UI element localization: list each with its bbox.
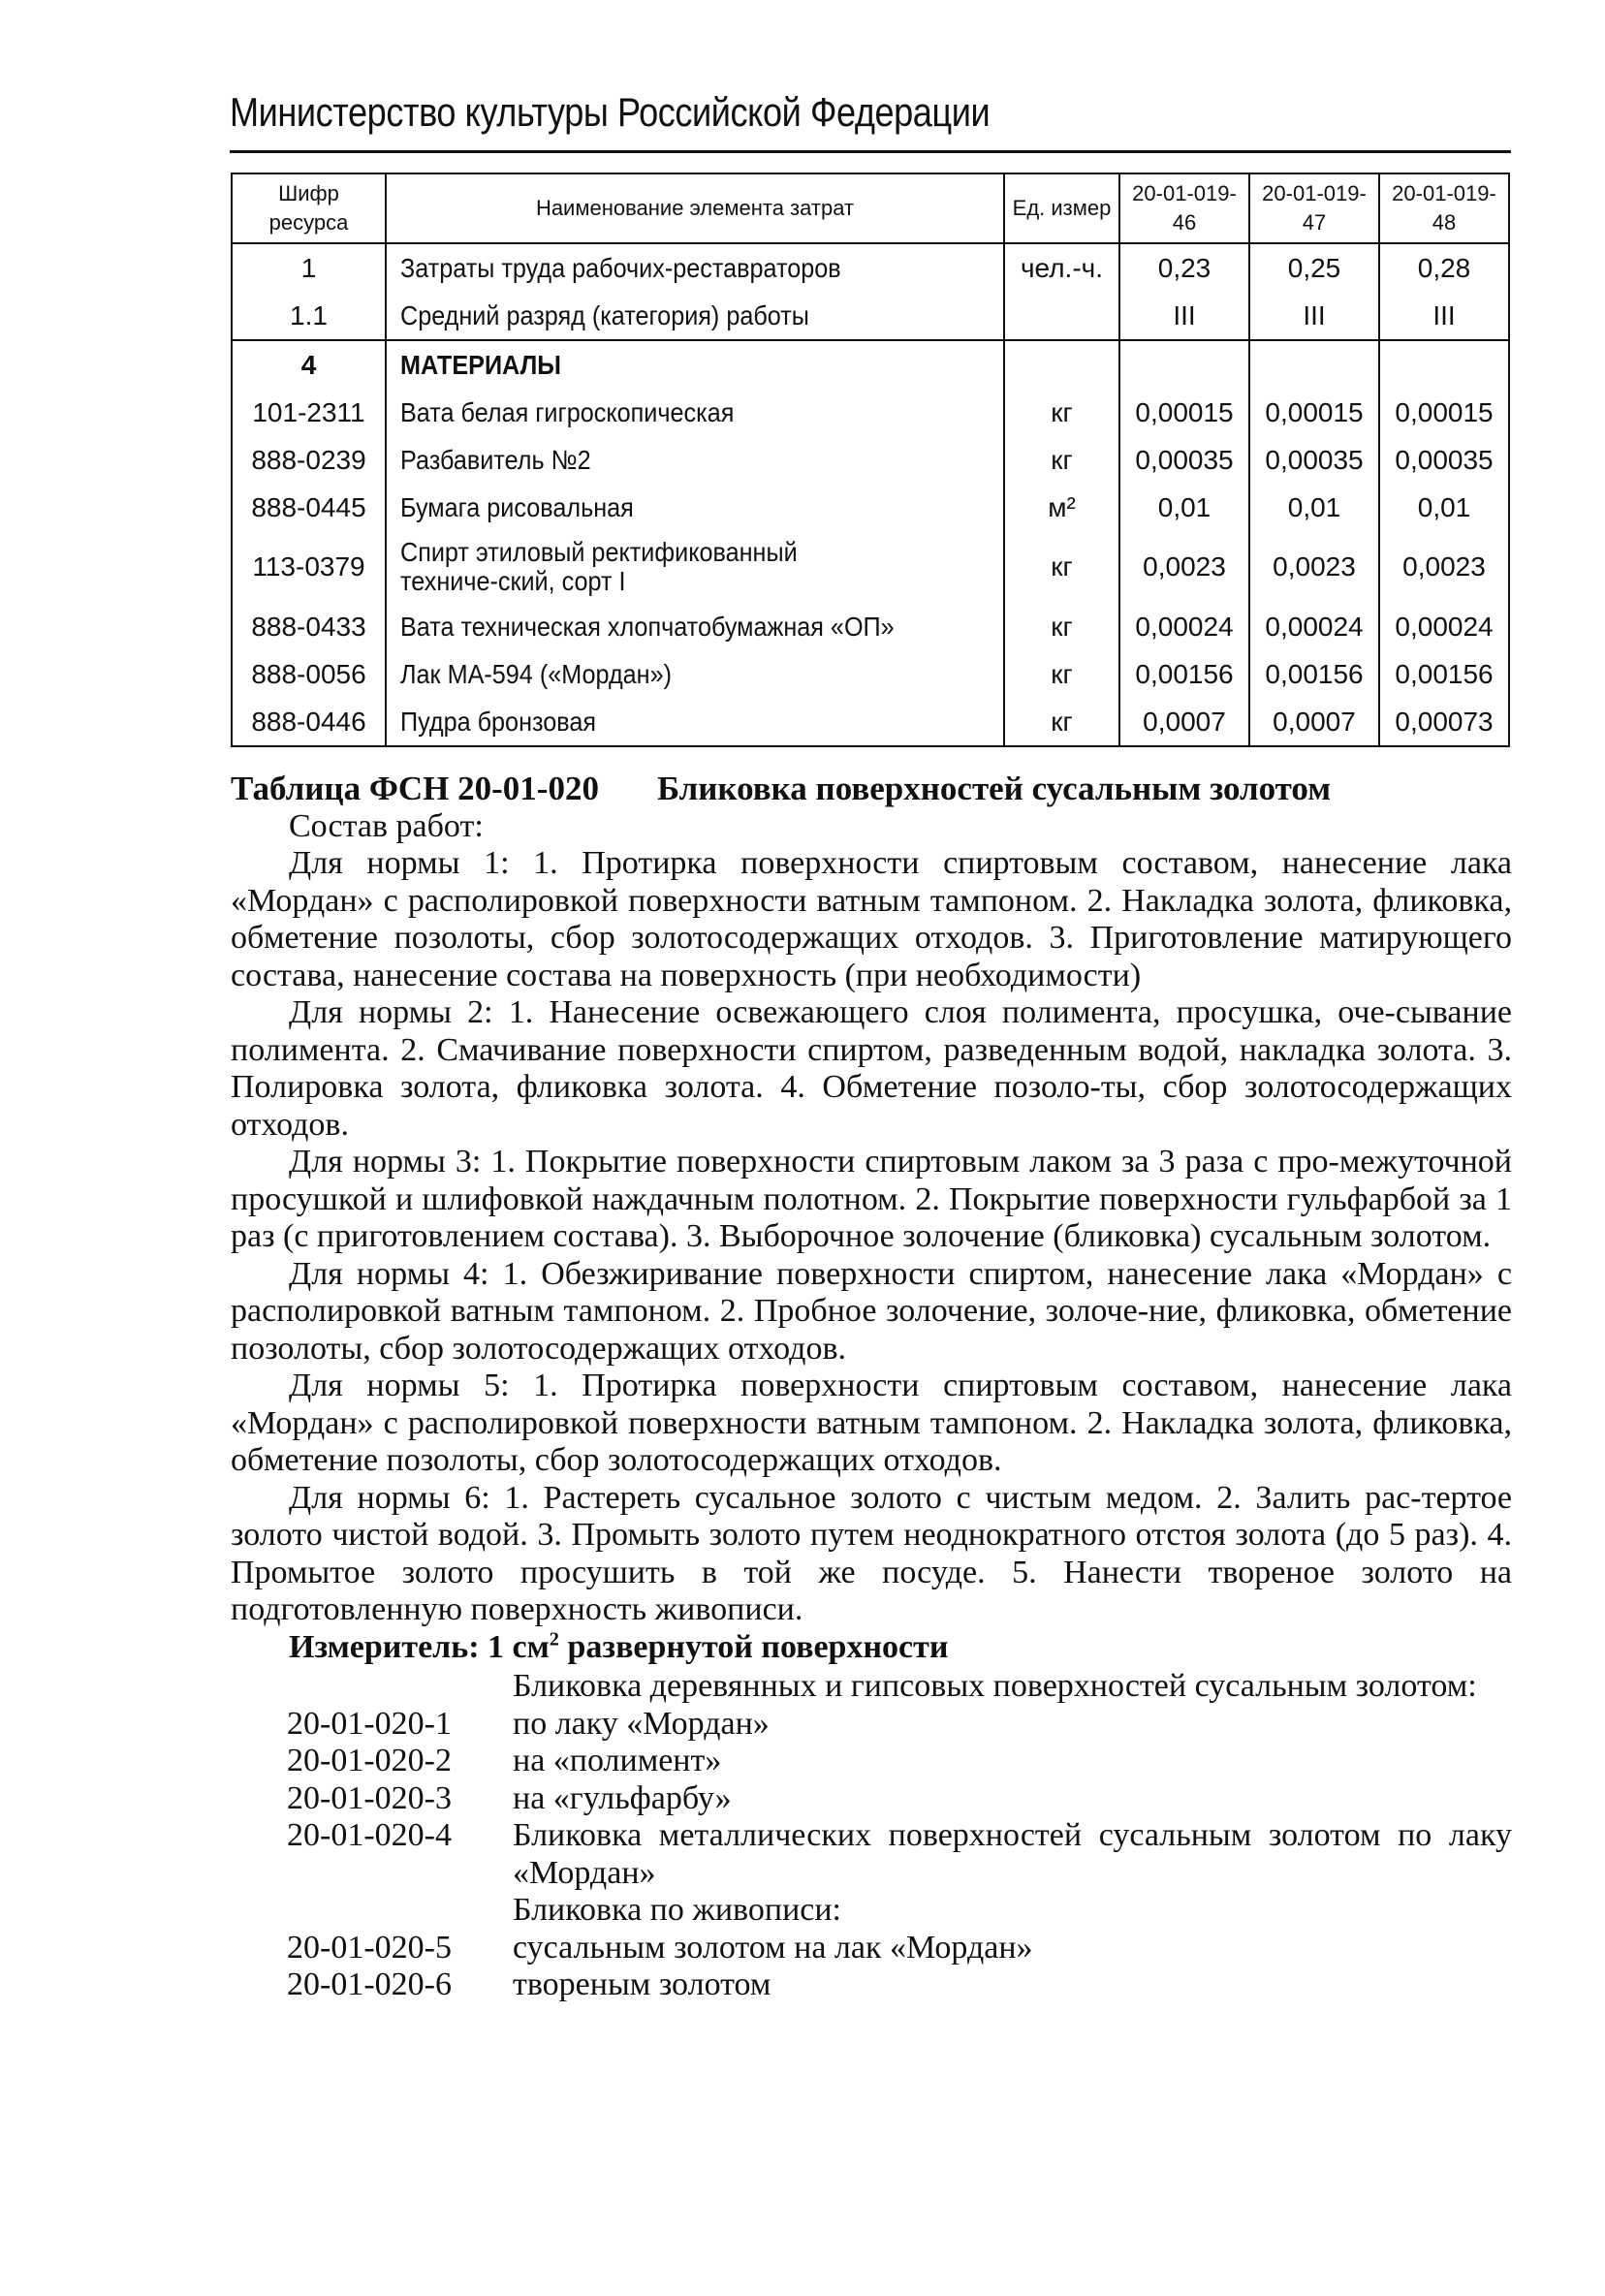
cell-value: 0,00156: [1379, 650, 1509, 698]
table-title: Бликовка поверхностей сусальным золотом: [656, 770, 1332, 807]
table-header-row: [232, 173, 1509, 243]
norm-text: Бликовка металлических поверхностей сусальным золотом по лаку «Мордан»: [513, 1817, 1512, 1891]
cell-name: Средний разряд (категория) работы: [386, 292, 1004, 340]
cell-value: 0,0023: [1379, 531, 1509, 603]
norm-list: [231, 1668, 1512, 2004]
cell-value: [1249, 340, 1379, 389]
cell-value: 0,00015: [1379, 389, 1509, 436]
measure-unit: Измеритель: 1 $см^2$ развернутой поверхности: [289, 1628, 949, 1665]
norm-code: [231, 1892, 513, 1930]
norm-paragraph-3: Для нормы 3: 1. Покрытие поверхности спиртовым лаком за 3 раза с про-межуточной просушкой и шлифовкой наждачным полотном. 2. Покрытие поверхности гульфарбой за 1 раз (с приготовлением состава). 3. Выборочное золочение (бликовка) сусальным золотом.: [231, 1144, 1512, 1254]
table-row: [232, 340, 1509, 389]
cell-value: 0,0007: [1249, 698, 1379, 746]
cell-unit: кг: [1004, 603, 1119, 650]
cell-name: Вата техническая хлопчатобумажная «ОП»: [386, 603, 1004, 650]
list-item: [231, 1668, 1512, 1706]
cell-value: 0,01: [1379, 484, 1509, 531]
cell-code: 4: [232, 340, 386, 389]
list-item: [231, 1706, 1512, 1744]
section-title: [231, 771, 1512, 808]
cell-code: 1: [232, 243, 386, 292]
cell-value: 0,0023: [1249, 531, 1379, 603]
cell-unit: кг: [1004, 531, 1119, 603]
col-header-code: Шифр ресурса: [232, 173, 386, 243]
cell-value: 0,0007: [1119, 698, 1249, 746]
cell-code: 101-2311: [232, 389, 386, 436]
table-label: Таблица ФСН 20-01-020: [231, 770, 599, 807]
cell-value: 0,0023: [1119, 531, 1249, 603]
cell-unit: [1004, 292, 1119, 340]
cell-code: 1.1: [232, 292, 386, 340]
norm-code: 20-01-020-3: [287, 1779, 452, 1816]
norm-paragraph-1: Для нормы 1: 1. Протирка поверхности спиртовым составом, нанесение лака «Мордан» с располировкой поверхности ватным тампоном. 2. Накладка золота, фликовка, обметение позолоты, сбор золотосодержащих отходов. 3. Приготовление матирующего состава, нанесение состава на поверхность (при необходимости): [231, 845, 1512, 993]
resource-table: [231, 173, 1510, 747]
cell-value: 0,01: [1249, 484, 1379, 531]
cell-unit: кг: [1004, 698, 1119, 746]
col-header-name: Наименование элемента затрат: [386, 173, 1004, 243]
cell-unit: чел.-ч.: [1004, 243, 1119, 292]
cell-value: 0,00024: [1249, 603, 1379, 650]
cell-code: 888-0239: [232, 436, 386, 484]
norm-code: 20-01-020-2: [287, 1743, 452, 1778]
table-row: [232, 243, 1509, 292]
cell-value: 0,00156: [1249, 650, 1379, 698]
cell-unit: [1004, 340, 1119, 389]
table-row: [232, 698, 1509, 746]
cell-value: 0,23: [1119, 243, 1249, 292]
cell-value: 0,00024: [1119, 603, 1249, 650]
norm-text: по лаку «Мордан»: [513, 1705, 770, 1742]
col-header-norm-46: 20-01-019-46: [1119, 173, 1249, 243]
norm-paragraph-5: Для нормы 5: 1. Протирка поверхности спиртовым составом, нанесение лака «Мордан» с располировкой поверхности ватным тампоном. 2. Накладка золота, фликовка, обметение позолоты, сбор золотосодержащих отходов.: [231, 1368, 1512, 1478]
cell-unit: кг: [1004, 436, 1119, 484]
cell-name: Лак МА-594 («Мордан»): [386, 650, 1004, 698]
cell-value: 0,00073: [1379, 698, 1509, 746]
list-item: [231, 1966, 1512, 2004]
cell-name: Разбавитель №2: [386, 436, 1004, 484]
cell-value: 0,00035: [1379, 436, 1509, 484]
cell-value: 0,00024: [1379, 603, 1509, 650]
header-divider: [230, 150, 1511, 153]
cell-value: 0,00015: [1249, 389, 1379, 436]
cell-value: 0,00015: [1119, 389, 1249, 436]
cell-value: III: [1379, 292, 1509, 340]
table-row: [232, 650, 1509, 698]
cell-value: III: [1249, 292, 1379, 340]
cell-value: 0,28: [1379, 243, 1509, 292]
cell-code: 888-0445: [232, 484, 386, 531]
cell-unit: м²: [1004, 484, 1119, 531]
norm-paragraph-6: Для нормы 6: 1. Растереть сусальное золото с чистым медом. 2. Залить рас-тертое золото чистой водой. 3. Промыть золото путем неоднократного отстоя золота (до 5 раз). 4. Промытое золото просушить в той же посуде. 5. Нанести твореное золото на подготовленную поверхность живописи.: [231, 1479, 1512, 1627]
table-row: [232, 292, 1509, 340]
norm-code: 20-01-020-6: [287, 1966, 452, 2002]
norm-text: Бликовка деревянных и гипсовых поверхностей сусальным золотом:: [513, 1668, 1477, 1704]
cell-name: Вата белая гигроскопическая: [386, 389, 1004, 436]
table-row: [232, 436, 1509, 484]
norm-text: на «полимент»: [513, 1743, 722, 1778]
cell-name: Пудра бронзовая: [386, 698, 1004, 746]
cell-code: 113-0379: [232, 531, 386, 603]
cell-value: III: [1119, 292, 1249, 340]
col-header-norm-48: 20-01-019-48: [1379, 173, 1509, 243]
norm-paragraph-2: Для нормы 2: 1. Нанесение освежающего слоя полимента, просушка, оче-сывание полимента. 2. Смачивание поверхности спиртом, разведенным водой, накладка золота. 3. Полировка золота, фликовка золота. 4. Обметение позоло-ты, сбор золотосодержащих отходов.: [231, 994, 1512, 1143]
cell-value: [1119, 340, 1249, 389]
norm-text: сусальным золотом на лак «Мордан»: [513, 1929, 1033, 1966]
cell-code: 888-0446: [232, 698, 386, 746]
cell-name: Спирт этиловый ректификованный техниче-ский, сорт I: [386, 531, 1004, 603]
cell-value: 0,00035: [1249, 436, 1379, 484]
list-item: [231, 1743, 1512, 1780]
cell-value: 0,01: [1119, 484, 1249, 531]
table-row: [232, 389, 1509, 436]
composition-label: Состав работ:: [289, 807, 484, 844]
cell-value: 0,00156: [1119, 650, 1249, 698]
col-header-unit: Ед. измер: [1004, 173, 1119, 243]
col-header-norm-47: 20-01-019-47: [1249, 173, 1379, 243]
norm-text: Бликовка по живописи:: [513, 1892, 842, 1928]
cell-name: Бумага рисовальная: [386, 484, 1004, 531]
cell-code: 888-0433: [232, 603, 386, 650]
table-row: [232, 531, 1509, 603]
cell-unit: кг: [1004, 389, 1119, 436]
norm-paragraph-4: Для нормы 4: 1. Обезжиривание поверхности спиртом, нанесение лака «Мордан» с располировкой ватным тампоном. 2. Пробное золочение, золоче-ние, фликовка, обметение позолоты, сбор золотосодержащих отходов.: [231, 1255, 1512, 1367]
cell-name: МАТЕРИАЛЫ: [386, 340, 1004, 389]
norm-text: на «гульфарбу»: [513, 1779, 732, 1816]
norm-text: твореным золотом: [513, 1966, 771, 2002]
norm-code: 20-01-020-1: [287, 1705, 452, 1742]
page-header: Министерство культуры Российской Федерации: [230, 89, 991, 135]
list-item: [231, 1780, 1512, 1818]
table-row: [232, 484, 1509, 531]
document-body: [231, 771, 1512, 2004]
cell-value: 0,00035: [1119, 436, 1249, 484]
list-item: [231, 1817, 1512, 1892]
cell-code: 888-0056: [232, 650, 386, 698]
list-item: [231, 1892, 1512, 1930]
cell-value: 0,25: [1249, 243, 1379, 292]
norm-code: 20-01-020-5: [287, 1929, 452, 1966]
norm-code: 20-01-020-4: [287, 1817, 452, 1853]
norm-code: [231, 1668, 513, 1706]
cell-unit: кг: [1004, 650, 1119, 698]
cell-value: [1379, 340, 1509, 389]
table-row: [232, 603, 1509, 650]
cell-name: Затраты труда рабочих-реставраторов: [386, 243, 1004, 292]
list-item: [231, 1930, 1512, 1967]
